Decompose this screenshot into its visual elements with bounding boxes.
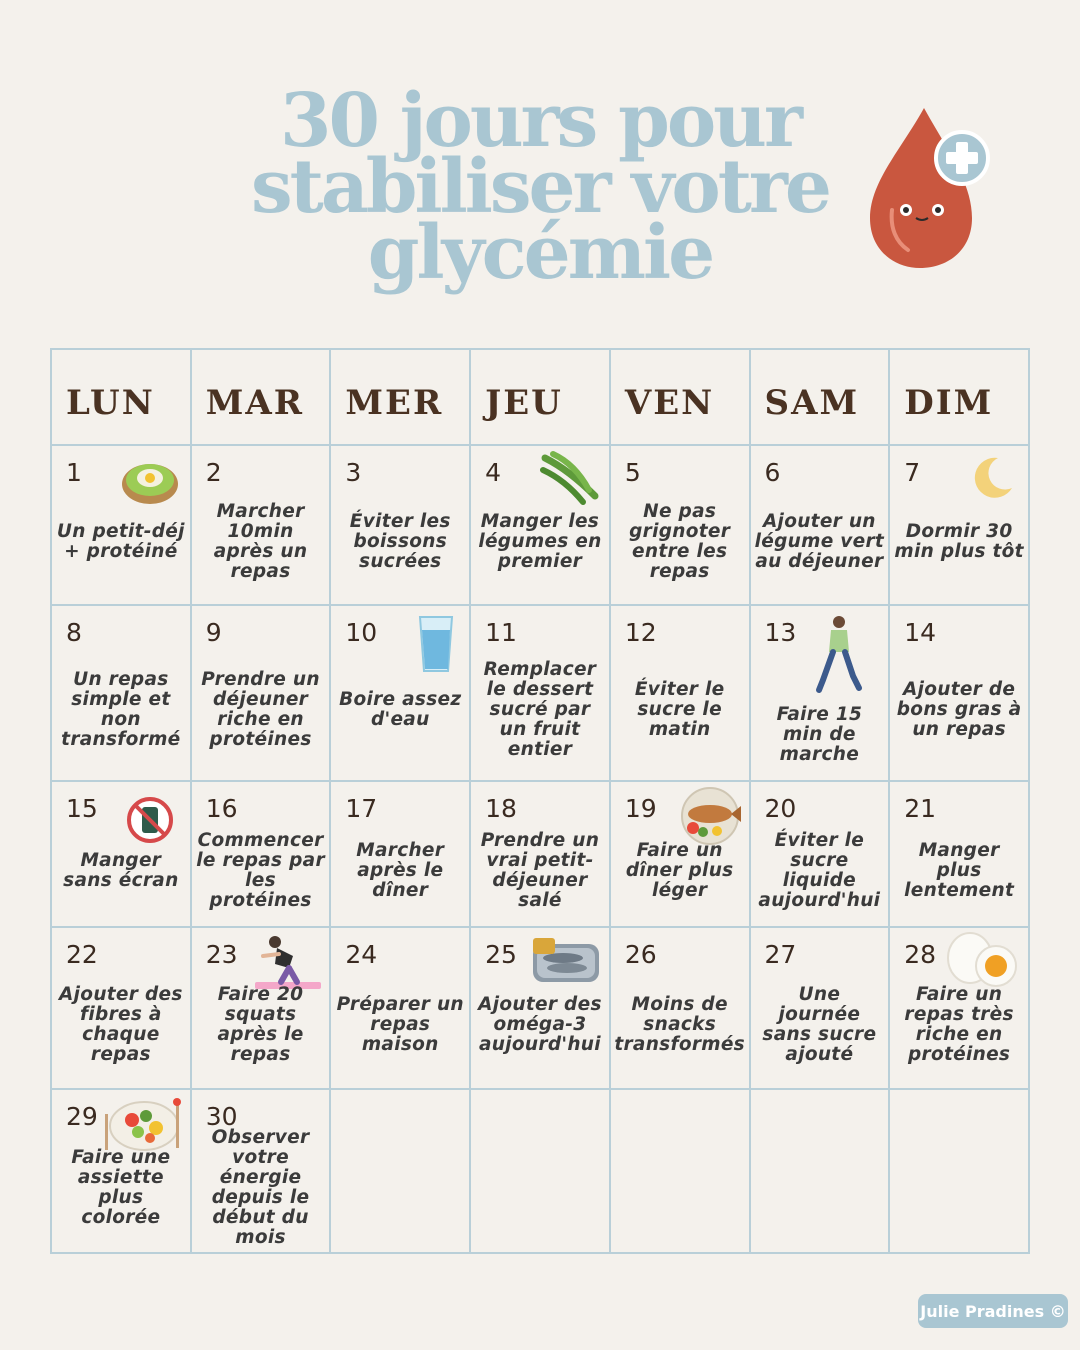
empty-cell: [330, 1089, 470, 1253]
day-task: Une journée sans sucre ajouté: [762, 984, 877, 1065]
day-cell-27: [750, 927, 890, 1089]
day-number: 13: [764, 618, 797, 647]
day-task: Faire une assiette plus colorée: [71, 1147, 171, 1228]
day-cell-1: [51, 445, 191, 605]
day-task: Un petit-déj + protéiné: [56, 521, 185, 562]
day-task: Faire 20 squats après le repas: [217, 984, 304, 1065]
weekday-mar: MAR: [191, 349, 331, 445]
day-number: 20: [764, 794, 797, 823]
day-number: 30: [205, 1102, 238, 1131]
day-task: Commencer le repas par les protéines: [196, 830, 325, 911]
day-task: Boire assez d'eau: [339, 689, 462, 730]
day-number: 7: [904, 458, 921, 487]
day-task: Un repas simple et non transformé: [61, 669, 181, 750]
day-task: Manger les légumes en premier: [478, 511, 602, 572]
day-cell-12: [610, 605, 750, 781]
day-task: Prendre un vrai petit-déjeuner salé: [480, 830, 600, 911]
day-cell-19: [610, 781, 750, 927]
day-cell-3: [330, 445, 470, 605]
day-cell-21: [889, 781, 1029, 927]
week-row-5: [51, 1089, 1029, 1253]
page-title: [200, 78, 880, 296]
day-task: Ajouter des fibres à chaque repas: [59, 984, 183, 1065]
day-number: 19: [624, 794, 657, 823]
day-cell-4: [470, 445, 610, 605]
empty-cell: [889, 1089, 1029, 1253]
day-cell-28: [889, 927, 1029, 1089]
day-cell-25: [470, 927, 610, 1089]
day-number: 8: [66, 618, 82, 647]
day-number: 22: [66, 940, 98, 969]
day-number: 3: [345, 458, 362, 487]
day-cell-6: [750, 445, 890, 605]
title-line-3: glycémie: [367, 210, 713, 296]
day-number: 10: [345, 618, 378, 647]
day-task: Ajouter un légume vert au déjeuner: [754, 511, 885, 572]
day-cell-24: [330, 927, 470, 1089]
weekday-mer: MER: [330, 349, 470, 445]
day-cell-5: [610, 445, 750, 605]
weekday-ven: VEN: [610, 349, 750, 445]
day-task: Faire 15 min de marche: [776, 704, 863, 765]
day-task: Préparer un repas maison: [336, 994, 464, 1055]
day-task: Ajouter des oméga-3 aujourd'hui: [478, 994, 602, 1055]
day-cell-23: [191, 927, 331, 1089]
day-task: Observer votre énergie depuis le début du mois: [211, 1127, 310, 1248]
day-task: Marcher après le dîner: [356, 840, 445, 901]
day-number: 18: [485, 794, 517, 823]
title-line-2: stabiliser votre: [251, 144, 829, 230]
day-cell-9: [191, 605, 331, 781]
day-number: 27: [764, 940, 797, 969]
day-task: Manger sans écran: [63, 850, 179, 891]
weekday-sam: SAM: [750, 349, 890, 445]
day-number: 28: [904, 940, 937, 969]
day-cell-8: [51, 605, 191, 781]
day-cell-10: [330, 605, 470, 781]
day-cell-17: [330, 781, 470, 927]
day-task: Ne pas grignoter entre les repas: [629, 501, 731, 582]
day-task: Éviter le sucre liquide aujourd'hui: [758, 830, 881, 911]
day-number: 25: [485, 940, 517, 969]
week-row-1: [51, 445, 1029, 605]
day-task: Faire un repas très riche en protéines: [904, 984, 1014, 1065]
day-cell-2: [191, 445, 331, 605]
day-number: 5: [624, 458, 641, 487]
day-number: 2: [205, 458, 222, 487]
week-row-3: [51, 781, 1029, 927]
day-number: 1: [66, 458, 82, 487]
day-number: 24: [345, 940, 378, 969]
day-task: Remplacer le dessert sucré par un fruit entier: [483, 659, 597, 760]
day-task: Éviter les boissons sucrées: [349, 511, 451, 572]
day-cell-15: [51, 781, 191, 927]
day-task: Dormir 30 min plus tôt: [894, 521, 1024, 562]
day-number: 17: [345, 794, 378, 823]
weekday-dim: DIM: [889, 349, 1029, 445]
day-task: Manger plus lentement: [904, 840, 1015, 901]
calendar-grid: [50, 348, 1030, 1254]
empty-cell: [470, 1089, 610, 1253]
day-task: Éviter le sucre le matin: [634, 679, 725, 740]
day-number: 23: [205, 940, 238, 969]
day-number: 29: [66, 1102, 98, 1131]
blood-drop-icon: [862, 100, 997, 275]
author-credit-badge: Julie Pradines ©: [918, 1294, 1068, 1328]
day-number: 11: [485, 618, 517, 647]
day-cell-14: [889, 605, 1029, 781]
empty-cell: [610, 1089, 750, 1253]
day-number: 21: [904, 794, 937, 823]
day-cell-26: [610, 927, 750, 1089]
day-cell-29: [51, 1089, 191, 1253]
day-number: 14: [904, 618, 937, 647]
weekday-header-row: [51, 349, 1029, 445]
week-row-2: [51, 605, 1029, 781]
weekday-lun: LUN: [51, 349, 191, 445]
day-cell-22: [51, 927, 191, 1089]
day-task: Faire un dîner plus léger: [625, 840, 734, 901]
day-cell-11: [470, 605, 610, 781]
weekday-jeu: JEU: [470, 349, 610, 445]
day-number: 9: [205, 618, 222, 647]
day-number: 12: [624, 618, 657, 647]
day-number: 15: [66, 794, 98, 823]
day-task: Marcher 10min après un repas: [213, 501, 308, 582]
day-number: 16: [205, 794, 238, 823]
day-cell-30: [191, 1089, 331, 1253]
day-cell-16: [191, 781, 331, 927]
day-cell-7: [889, 445, 1029, 605]
title-line-1: 30 jours pour: [280, 78, 800, 164]
week-row-4: [51, 927, 1029, 1089]
walking-woman-icon: [815, 614, 865, 694]
day-task: Ajouter de bons gras à un repas: [896, 679, 1022, 740]
day-task: Prendre un déjeuner riche en protéines: [201, 669, 320, 750]
day-cell-20: [750, 781, 890, 927]
day-cell-13: [750, 605, 890, 781]
empty-cell: [750, 1089, 890, 1253]
day-number: 4: [485, 458, 502, 487]
day-cell-18: [470, 781, 610, 927]
day-number: 6: [764, 458, 781, 487]
day-number: 26: [624, 940, 657, 969]
day-task: Moins de snacks transformés: [614, 994, 745, 1055]
